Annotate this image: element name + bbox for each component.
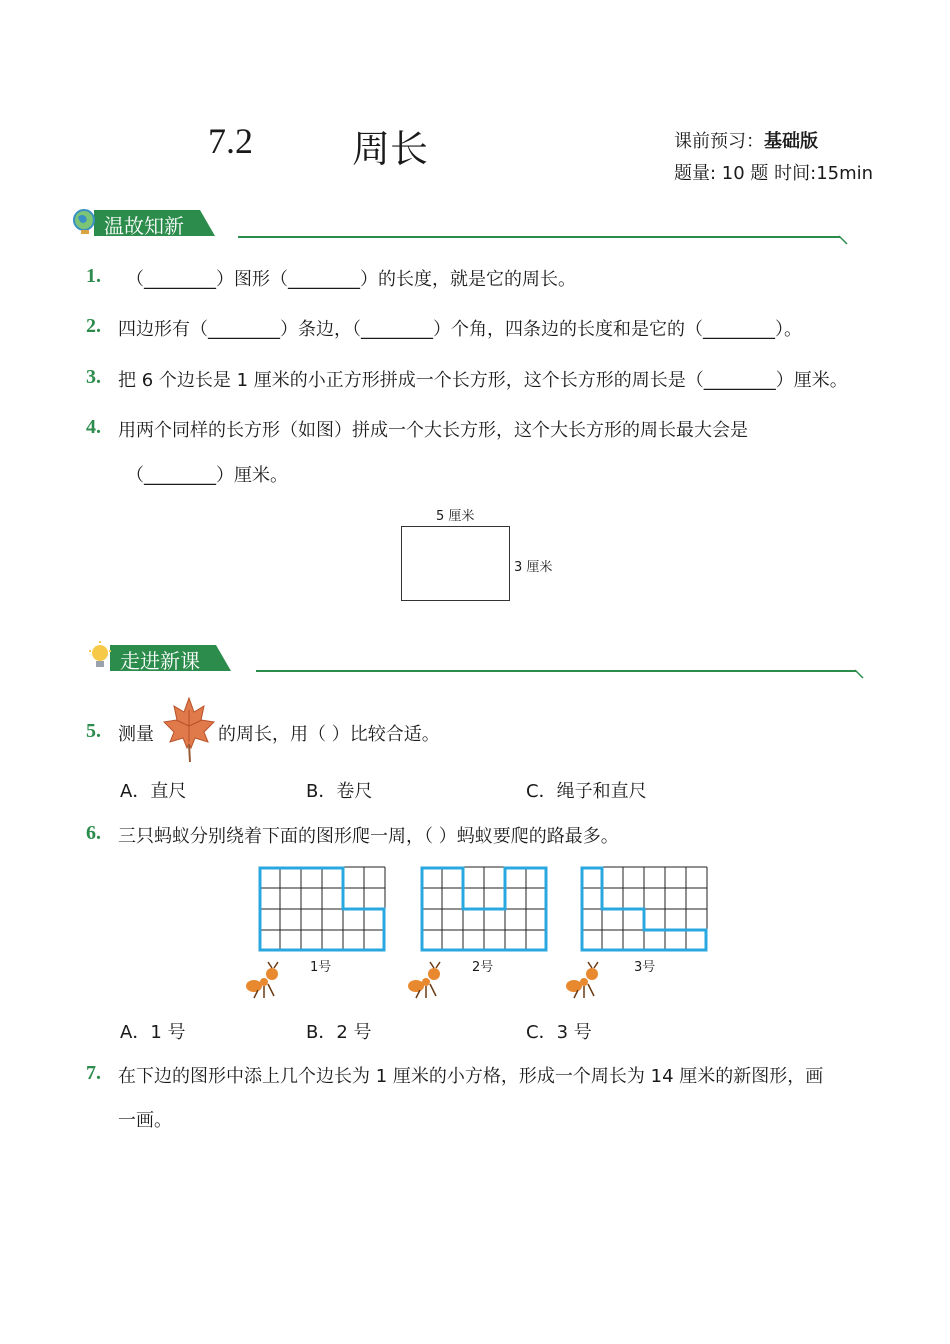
q2-number: 2.: [86, 315, 101, 337]
q5-text-after: 的周长，用（ ）比较合适。: [218, 724, 440, 745]
q6-number: 6.: [86, 822, 101, 844]
q4-number: 4.: [86, 416, 101, 438]
q3-number: 3.: [86, 366, 101, 388]
q1-number: 1.: [86, 265, 101, 287]
q5-number: 5.: [86, 720, 101, 742]
q7-number: 7.: [86, 1062, 101, 1084]
q6-option-c[interactable]: C．3 号: [526, 1022, 592, 1043]
section-rule: [238, 236, 840, 238]
q2-text: 四边形有（________）条边，（________）个角，四条边的长度和是它的（________）。: [118, 319, 802, 340]
q5-option-a[interactable]: A．直尺: [120, 781, 187, 802]
q4-height-label: 3 厘米: [514, 560, 553, 575]
q6-figure-label-1: 1号: [310, 960, 332, 975]
q5-text-before: 测量: [118, 724, 154, 745]
lightbulb-icon: [88, 641, 114, 671]
q4-text-line2: （________）厘米。: [126, 465, 288, 486]
globe-icon: [72, 208, 98, 236]
rule-end-mark: [838, 234, 850, 246]
ant-icon: [562, 960, 602, 1000]
meta-count-time: 题量: 10 题 时间:15min: [674, 163, 874, 184]
q4-text: 用两个同样的长方形（如图）拼成一个大长方形，这个大长方形的周长最大会是: [118, 420, 748, 441]
q6-grid-2: [420, 866, 550, 954]
q7-text-line2: 一画。: [118, 1110, 172, 1131]
q7-text: 在下边的图形中添上几个边长为 1 厘米的小方格，形成一个周长为 14 厘米的新图形，画: [118, 1066, 824, 1087]
q5-option-c[interactable]: C．绳子和直尺: [526, 781, 647, 802]
q6-figure-label-3: 3号: [634, 960, 656, 975]
maple-leaf-icon: [162, 696, 216, 764]
ant-icon: [404, 960, 444, 1000]
q6-option-b[interactable]: B．2 号: [306, 1022, 372, 1043]
q6-text: 三只蚂蚁分别绕着下面的图形爬一周，（ ）蚂蚁要爬的路最多。: [118, 826, 619, 847]
meta-level-value: 基础版: [764, 131, 818, 152]
meta-label: 课前预习：: [674, 131, 764, 152]
section-number: 7.2: [208, 121, 253, 161]
q3-text: 把 6 个边长是 1 厘米的小正方形拼成一个长方形，这个长方形的周长是（________）厘米。: [118, 370, 848, 391]
q6-grid-1: [258, 866, 388, 954]
q4-width-label: 5 厘米: [436, 509, 475, 524]
section-banner-new: [88, 643, 233, 671]
section-label-review: 温故知新: [104, 214, 184, 238]
section-banner-review: [72, 208, 217, 236]
section-label-new: 走进新课: [120, 649, 200, 673]
q6-grid-3: [580, 866, 710, 954]
q1-text: （________）图形（________）的长度，就是它的周长。: [126, 269, 576, 290]
ant-icon: [242, 960, 282, 1000]
section-rule: [256, 670, 856, 672]
q6-figure-label-2: 2号: [472, 960, 494, 975]
q5-option-b[interactable]: B．卷尺: [306, 781, 373, 802]
meta-level: [674, 127, 818, 153]
rule-end-mark: [854, 668, 866, 680]
q6-option-a[interactable]: A．1 号: [120, 1022, 186, 1043]
q4-rectangle-figure: [401, 526, 510, 601]
page-title: 周长: [352, 127, 429, 171]
